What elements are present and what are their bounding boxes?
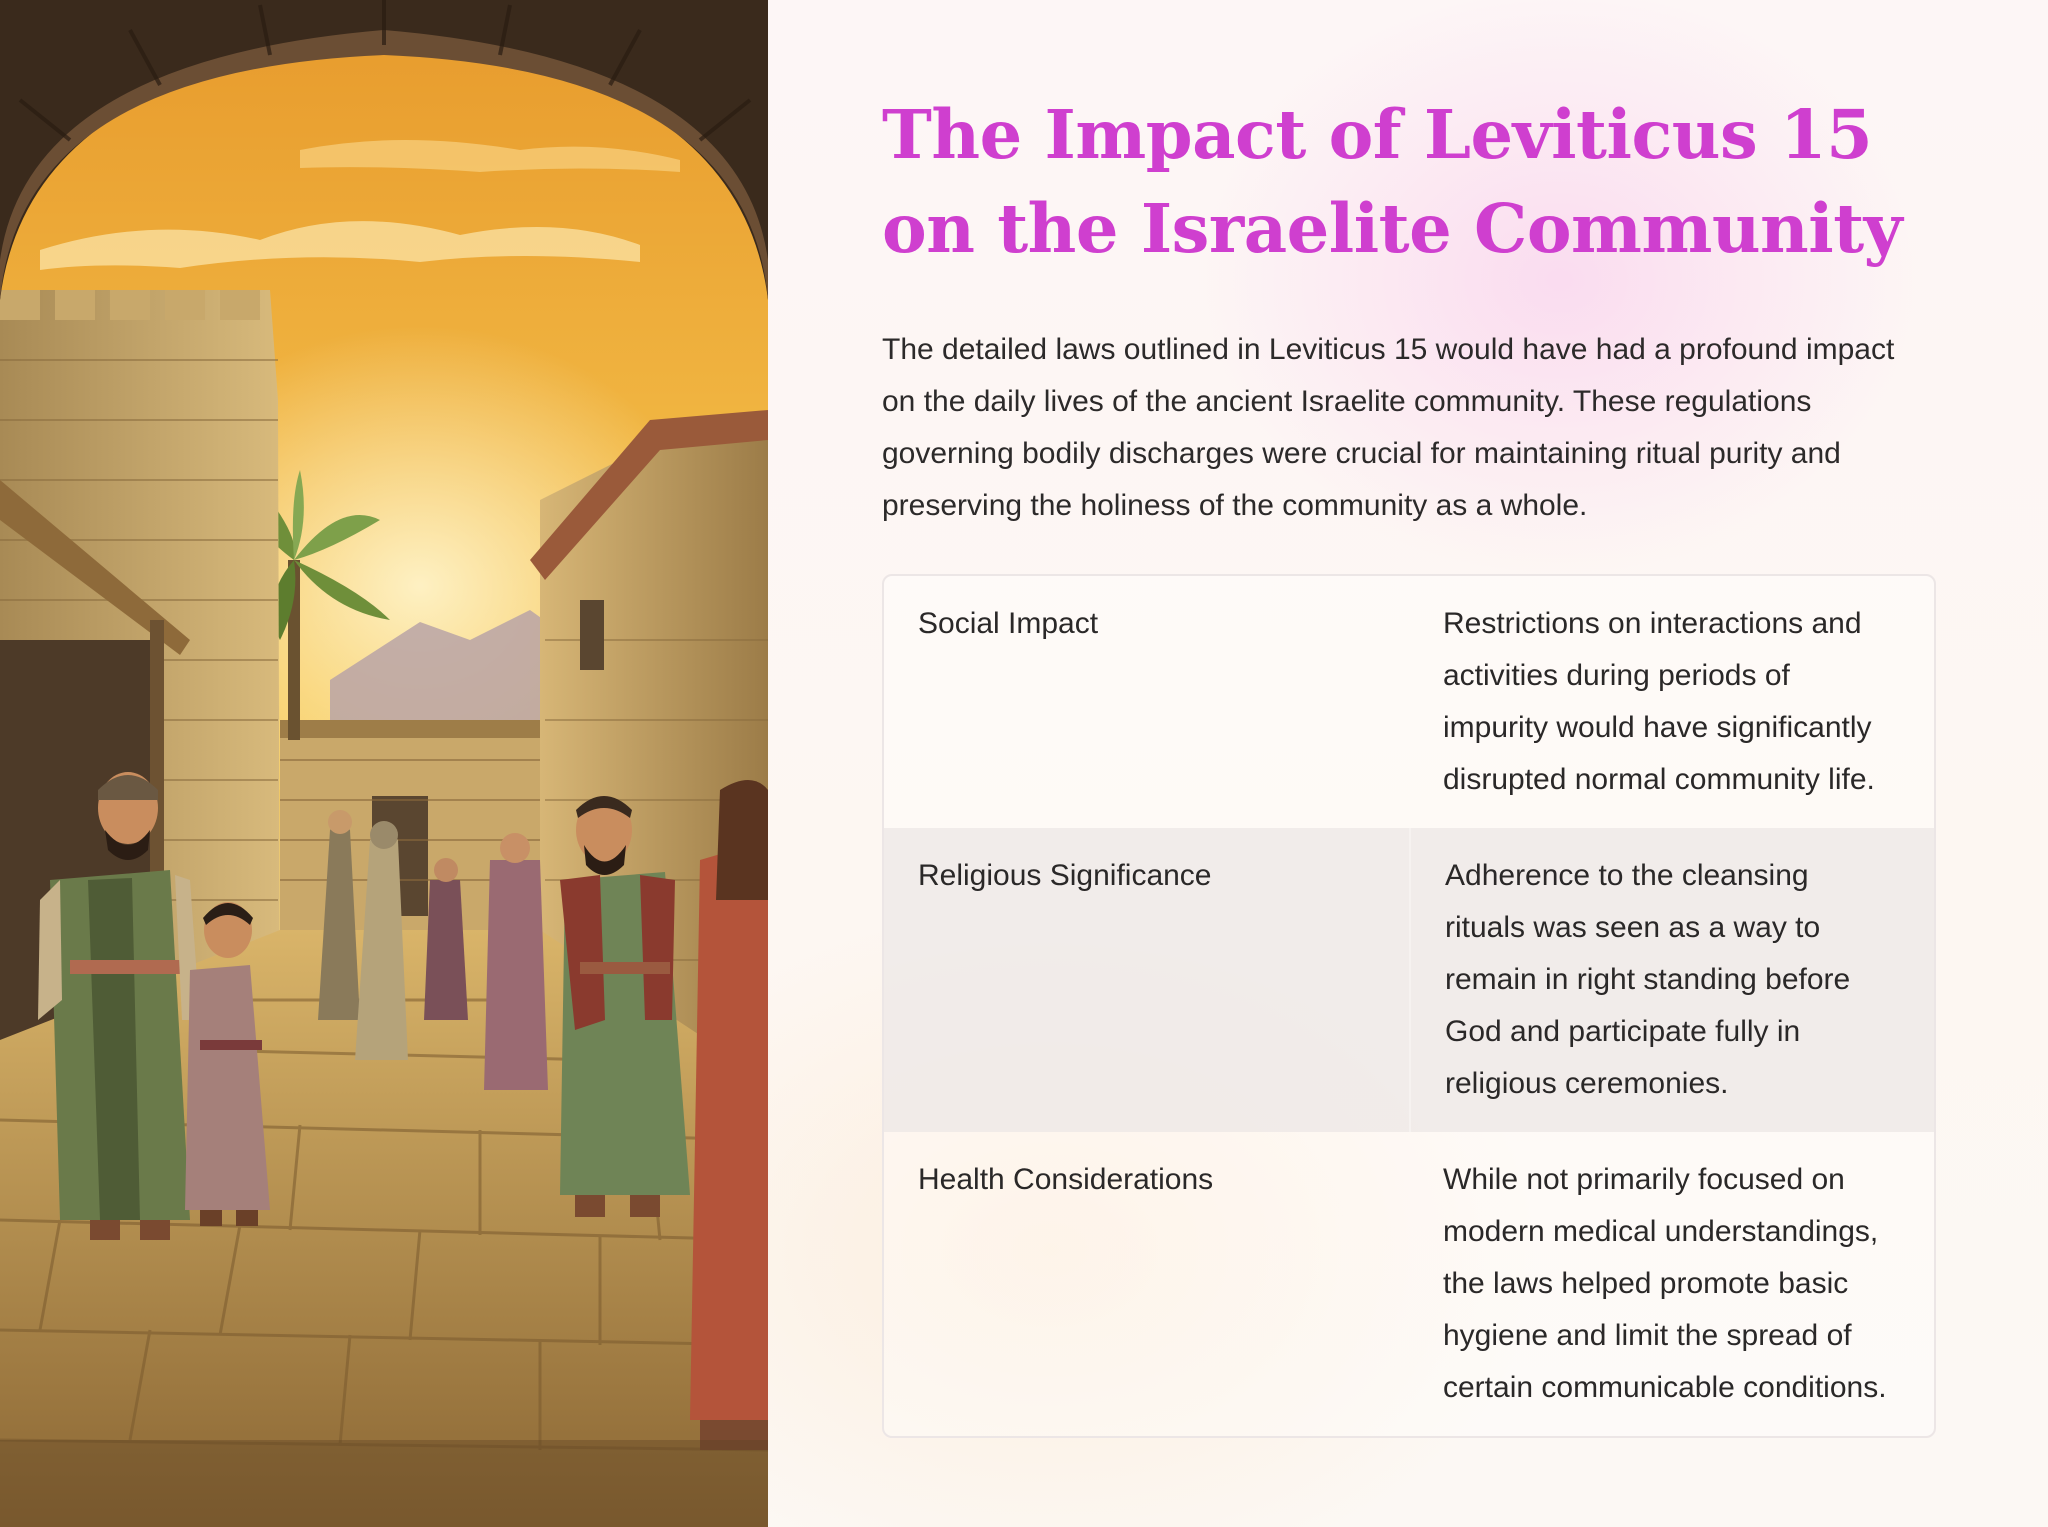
ancient-street-illustration — [0, 0, 768, 1527]
intro-paragraph: The detailed laws outlined in Leviticus 15 would have had a profound impact on the daily lives of the ancient Israelite community. These regulations governing bodily discharges were crucial for maintaining ritual purity and preserving the holiness of the community as a whole. — [882, 333, 1895, 522]
impact-table — [882, 574, 1936, 1438]
page-title: The Impact of Leviticus 15 on the Israelite Community — [882, 95, 1903, 268]
table-row — [884, 576, 1934, 828]
table-row — [884, 828, 1934, 1132]
row-label-health-considerations: Health Considerations — [918, 1163, 1214, 1196]
content-panel — [882, 88, 1934, 1438]
row-description-health-considerations: While not primarily focused on modern medical understandings, the laws helped promote basic hygiene and limit the spread of certain communicable conditions. — [1443, 1163, 1887, 1404]
row-label-social-impact: Social Impact — [918, 607, 1099, 640]
row-description-religious-significance: Adherence to the cleansing rituals was seen as a way to remain in right standing before God and participate fully in religious ceremonies. — [1409, 828, 1934, 1132]
row-label-religious-significance: Religious Significance — [918, 859, 1212, 892]
row-description-social-impact: Restrictions on interactions and activities during periods of impurity would have significantly disrupted normal community life. — [1443, 607, 1875, 796]
table-row — [884, 1132, 1934, 1436]
